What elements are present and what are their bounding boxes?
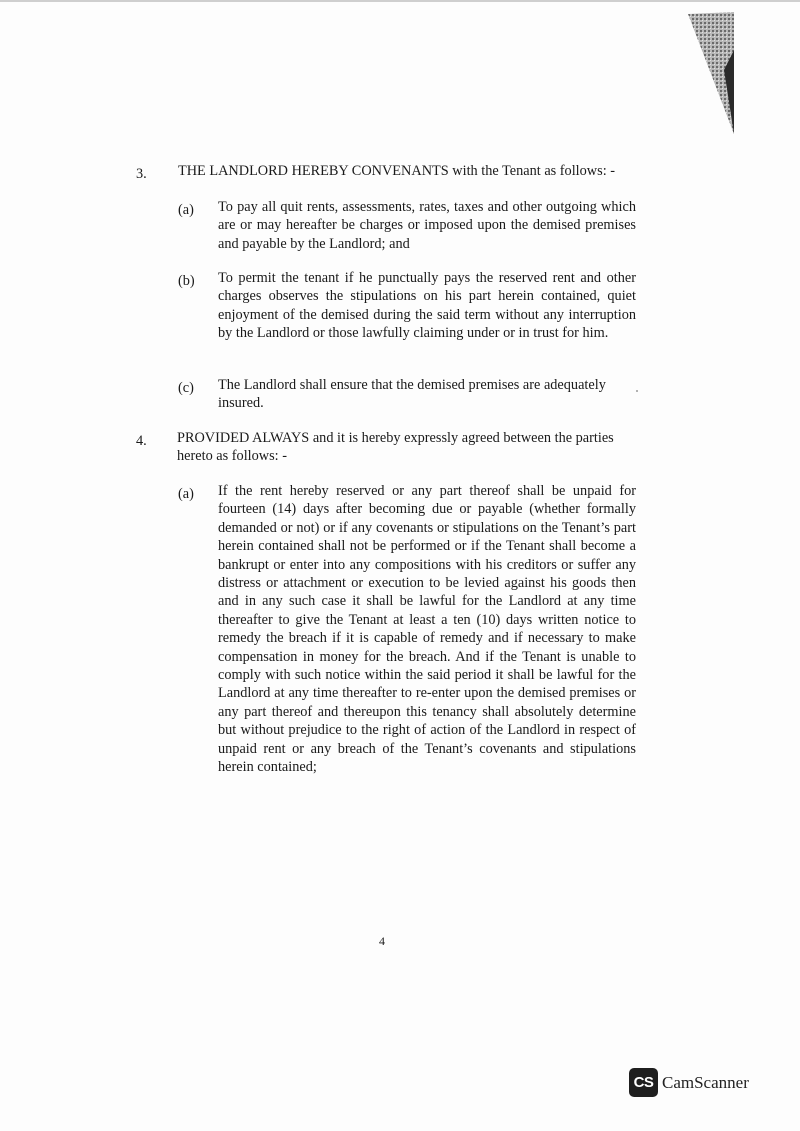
scan-speck (636, 390, 638, 392)
section-4a-label: (a) (178, 486, 194, 502)
section-3b-label: (b) (178, 273, 195, 289)
section-4-number: 4. (136, 433, 147, 449)
section-3-heading: THE LANDLORD HEREBY CONVENANTS with the Tenant as follows: - (178, 163, 615, 179)
section-4-heading: PROVIDED ALWAYS and it is hereby expressly agreed between the parties hereto as follows: - (177, 430, 614, 465)
scan-top-edge (0, 0, 800, 2)
scan-corner-shadow (680, 10, 740, 140)
section-3b-text: To permit the tenant if he punctually pays the reserved rent and other charges observes the stipulations on his part herein contained, quiet enjoyment of the demised during the said term without any interruption by the Landlord or those lawfully claiming under or in trust for him. (218, 270, 636, 342)
section-3-number: 3. (136, 166, 147, 182)
section-3c-label: (c) (178, 380, 194, 396)
section-3c-text: The Landlord shall ensure that the demised premises are adequately insured. (218, 377, 606, 412)
camscanner-watermark (629, 1068, 749, 1097)
camscanner-name: CamScanner (662, 1072, 749, 1092)
section-3a-label: (a) (178, 202, 194, 218)
page-number: 4 (379, 934, 385, 948)
camscanner-badge: CS (629, 1068, 658, 1097)
section-4a-text: If the rent hereby reserved or any part thereof shall be unpaid for fourteen (14) days after becoming due or payable (whether formally demanded or not) or if any covenants or stipulations on the Tenant’s part herein contained shall not be performed or if the Tenant shall become a bankrupt or enter into any compositions with his creditors or suffer any distress or attachment or execution to be levied against his goods then and in any such case it shall be lawful for the Landlord at any time thereafter to give the Tenant at least a ten (10) days written notice to remedy the breach if it is capable of remedy and if necessary to make compensation in money for the breach. And if the Tenant is unable to comply with such notice within the said period it shall be lawful for the Landlord at any time thereafter to re-enter upon the demised premises or any part thereof and thereupon this tenancy shall absolutely determine but without prejudice to the right of action of the Landlord in respect of unpaid rent or any breach of the Tenant’s covenants and stipulations herein contained; (218, 483, 636, 776)
section-3a-text: To pay all quit rents, assessments, rates, taxes and other outgoing which are or may hereafter be charges or imposed upon the demised premises and payable by the Landlord; and (218, 199, 636, 252)
